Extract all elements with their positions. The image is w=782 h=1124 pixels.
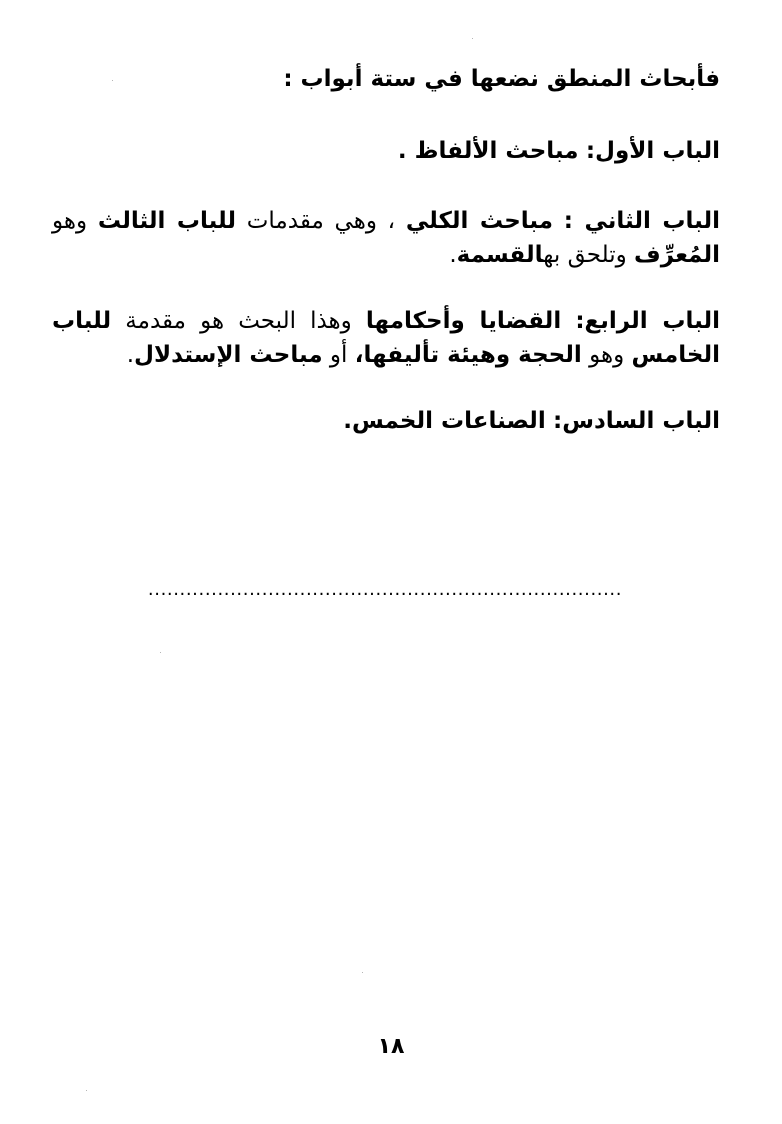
scan-speck (160, 652, 161, 653)
chapter-2-title: مباحث الكلي (405, 208, 554, 234)
scan-speck (472, 38, 473, 39)
chapter-2-text-1: ، وهي مقدمات (246, 208, 396, 234)
scan-speck (86, 1090, 87, 1091)
intro-text: فأبحاث المنطق نضعها في ستة أبواب : (283, 66, 720, 92)
chapter-2-paragraph (52, 204, 764, 272)
chapter-6-label: الباب السادس: (553, 408, 720, 434)
chapter-4-text-7: . (126, 342, 135, 368)
scan-speck (112, 80, 113, 81)
chapter-1-paragraph (52, 134, 764, 168)
chapter-2-text-3: وهو (52, 208, 88, 234)
intro-paragraph (52, 62, 720, 96)
chapter-4-text-5: أو (329, 342, 348, 368)
chapter-4-paragraph (52, 304, 764, 372)
chapter-1-label: الباب الأول: (585, 138, 720, 164)
dotted-separator: ........................................................................... (147, 579, 623, 600)
page-number: ١٨ (377, 1034, 405, 1059)
chapter-4-label: الباب الرابع: (575, 308, 721, 334)
chapter-2-text-2: للباب الثالث (97, 208, 237, 234)
chapter-4-text-6: مباحث الإستدلال (134, 342, 323, 368)
chapter-1-title: مباحث الألفاظ . (397, 138, 579, 164)
chapter-6-title: الصناعات الخمس. (343, 408, 546, 434)
chapter-4-title: القضايا وأحكامها (365, 308, 562, 334)
chapter-2-text-4: المُعرِّف (634, 242, 720, 268)
scan-speck (362, 972, 363, 973)
chapter-4-text-2: للباب الخامس (52, 308, 720, 368)
chapter-2-text-6: القسمة (456, 242, 544, 268)
chapter-4-text-1: وهذا البحث هو مقدمة (125, 308, 352, 334)
chapter-6-paragraph (52, 404, 764, 438)
chapter-4-text-3: وهو (589, 342, 625, 368)
chapter-2-text-5: وتلحق به (543, 242, 627, 268)
chapter-2-label: الباب الثاني : (563, 208, 720, 234)
chapter-2-text-7: . (449, 242, 457, 268)
chapter-4-text-4: الحجة وهيئة تأليفها، (354, 342, 582, 368)
